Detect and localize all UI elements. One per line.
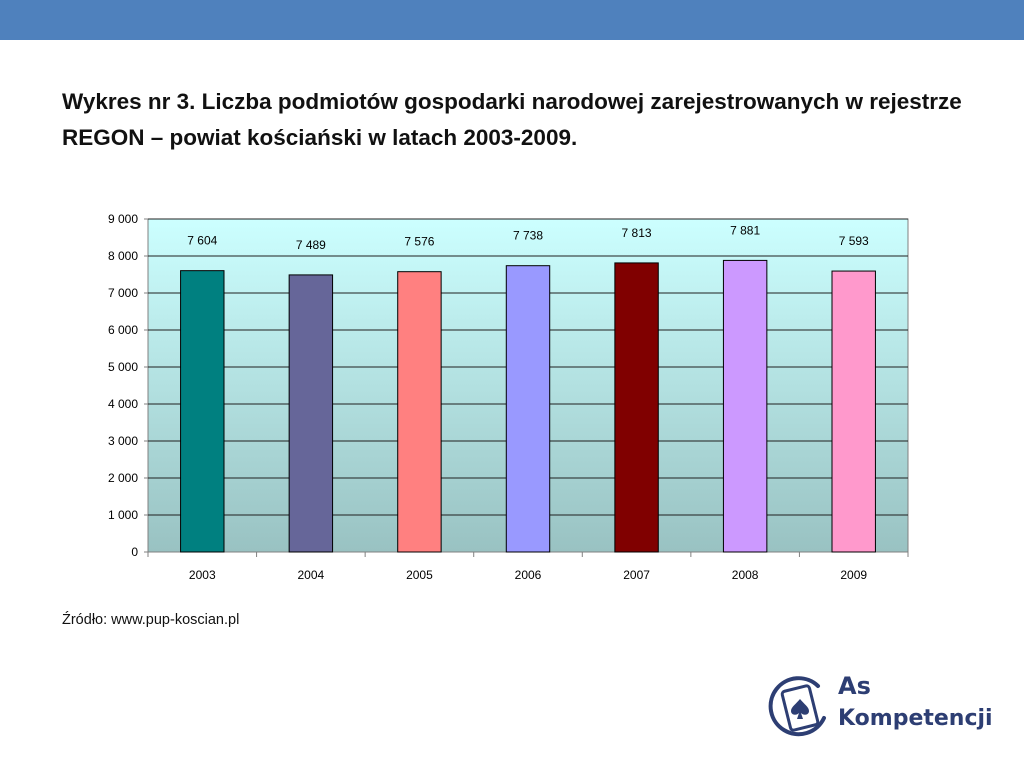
logo	[768, 668, 998, 748]
y-tick-label: 9 000	[107, 212, 138, 226]
x-tick-label: 2003	[188, 568, 216, 582]
logo-text-kompetencji: Kompetencji	[838, 706, 993, 731]
x-tick-label: 2006	[514, 568, 542, 582]
y-tick-label: 3 000	[107, 434, 138, 448]
y-tick-label: 1 000	[107, 508, 138, 522]
data-label-2008: 7 881	[730, 223, 761, 238]
bar-2004	[289, 275, 332, 552]
spade-in-circle-icon	[768, 672, 832, 744]
bar-2005	[398, 272, 441, 552]
bar-2009	[832, 271, 875, 552]
data-label-2005: 7 576	[404, 234, 435, 249]
bar-2007	[615, 263, 658, 552]
x-tick-label: 2005	[406, 568, 433, 582]
x-tick-label: 2007	[623, 568, 650, 582]
logo-text-as: As	[838, 672, 871, 700]
data-label-2004: 7 489	[295, 237, 326, 252]
y-tick-label: 7 000	[107, 286, 138, 300]
slide-title: Wykres nr 3. Liczba podmiotów gospodarki narodowej zarejestrowanych w rejestrze REGON – powiat kościański w latach 2003-2009.	[62, 89, 962, 150]
source-note: Źródło: www.pup-koscian.pl	[62, 612, 240, 628]
data-label-2003: 7 604	[187, 233, 218, 248]
y-tick-label: 8 000	[107, 249, 138, 263]
top-accent-bar	[0, 0, 1024, 40]
bar-2008	[723, 260, 766, 552]
y-tick-label: 2 000	[107, 471, 138, 485]
y-tick-label: 6 000	[107, 323, 138, 337]
x-tick-label: 2009	[840, 568, 868, 582]
data-label-2006: 7 738	[512, 228, 544, 243]
data-label-2007: 7 813	[621, 225, 652, 240]
x-tick-label: 2008	[731, 568, 759, 582]
y-tick-label: 0	[131, 545, 138, 559]
bar-chart	[90, 205, 920, 595]
bar-2006	[506, 266, 549, 552]
x-tick-label: 2004	[297, 568, 325, 582]
y-tick-label: 5 000	[107, 360, 138, 374]
y-tick-label: 4 000	[107, 397, 138, 411]
bar-2003	[181, 271, 224, 552]
data-label-2009: 7 593	[838, 234, 869, 249]
